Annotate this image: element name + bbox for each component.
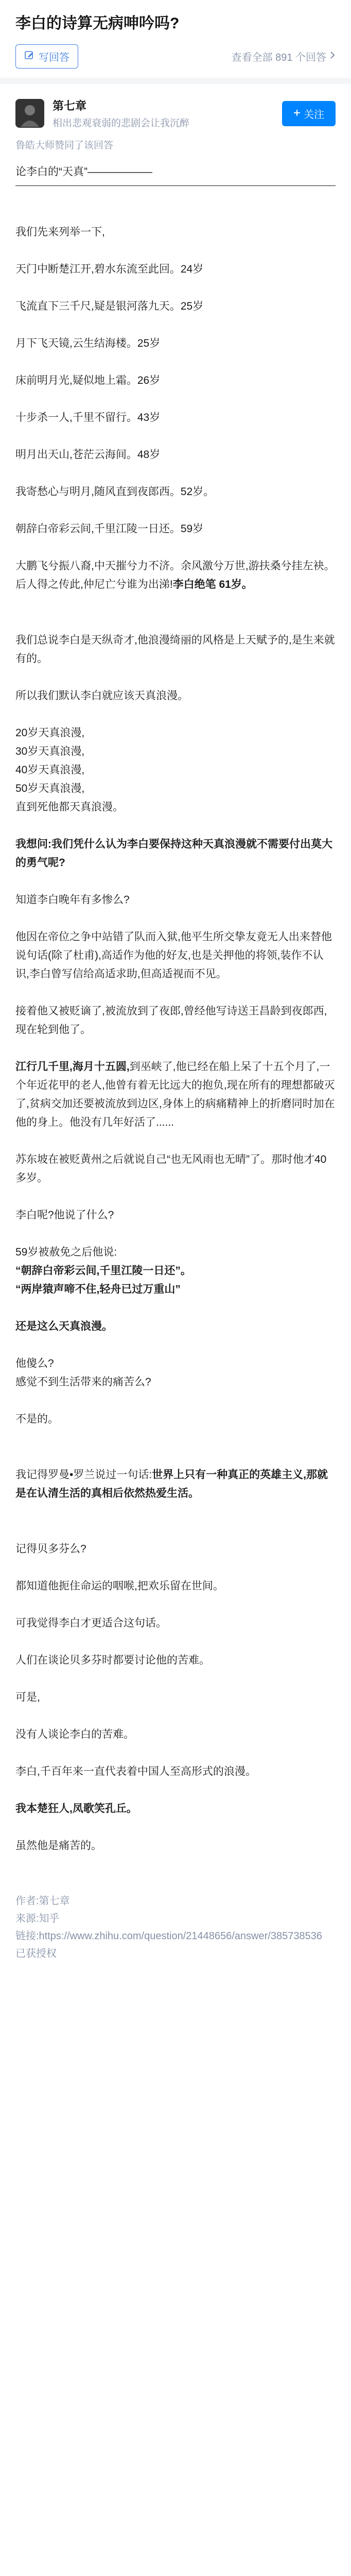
paragraph-spacer <box>15 1874 336 1892</box>
plus-icon <box>293 108 301 120</box>
paragraph-text: 没有人谈论李白的苦难。 <box>15 1728 134 1740</box>
paragraph-spacer <box>15 1558 336 1577</box>
answer-paragraph <box>15 1614 336 1633</box>
paragraph-spacer <box>15 1132 336 1150</box>
answer-footer <box>0 1892 351 1962</box>
paragraph-spacer <box>15 1299 336 1317</box>
paragraph-text: 明月出天山,苍茫云海间。48岁 <box>15 449 161 461</box>
answer-paragraph <box>15 557 336 594</box>
paragraph-text: 可是, <box>15 1691 40 1703</box>
paragraph-spacer <box>15 279 336 297</box>
paragraph-spacer <box>15 613 336 631</box>
answer-author <box>0 84 351 133</box>
answer-paragraph <box>15 1762 336 1781</box>
answer-paragraph <box>15 520 336 538</box>
paragraph-spacer <box>15 242 336 260</box>
answer-paragraph <box>15 371 336 390</box>
answer-paragraph <box>15 1837 336 1855</box>
paragraph-spacer <box>15 1855 336 1874</box>
paragraph-spacer <box>15 1818 336 1837</box>
answer-paragraph <box>15 1410 336 1429</box>
paragraph-text: 到巫峡了,他已经在船上呆了十五个月了,一个年近花甲的老人,他曾有着无比远大的抱负,现在所有的理想都破灭了,贫病交加还要被流放到边区,身体上的病痛精神上的折磨同时加在他的身上。他没有几年好活了...... <box>15 1061 335 1128</box>
paragraph-spacer <box>15 427 336 446</box>
answer-paragraph <box>15 1540 336 1558</box>
paragraph-text: 苏东坡在被贬黄州之后就说自己“也无风雨也无晴”了。那时他才40多岁。 <box>15 1154 327 1184</box>
paragraph-text: 50岁天真浪漫, <box>15 783 85 794</box>
answer-paragraph <box>15 223 336 242</box>
answer-paragraph <box>15 687 336 705</box>
paragraph-spacer <box>15 353 336 371</box>
answer-paragraph <box>15 163 336 186</box>
chevron-right-icon <box>329 50 336 62</box>
answer-paragraph <box>15 1243 336 1299</box>
question-action-bar <box>0 44 351 84</box>
answer-paragraph <box>15 483 336 501</box>
answer-paragraph <box>15 891 336 909</box>
paragraph-text: 人们在谈论贝多芬时都要讨论他的苦难。 <box>15 1654 210 1666</box>
paragraph-text: 我记得罗曼•罗兰说过一句话: <box>15 1469 152 1481</box>
paragraph-text: 20岁天真浪漫, <box>15 727 85 739</box>
footer-link[interactable]: 链接:https://www.zhihu.com/question/21448656/answer/385738536 <box>15 1930 322 1942</box>
answer-paragraph <box>15 1002 336 1039</box>
answer-paragraph <box>15 1725 336 1744</box>
answer-paragraph <box>15 1466 336 1503</box>
answer-paragraph <box>15 1058 336 1132</box>
paragraph-text: 天门中断楚江开,碧水东流至此回。24岁 <box>15 263 204 275</box>
paragraph-spacer <box>15 501 336 520</box>
paragraph-text: “两岸猿声啼不住,轻舟已过万重山” <box>15 1283 181 1295</box>
paragraph-text: 虽然他是痛苦的。 <box>15 1840 102 1852</box>
paragraph-text: 我们先来列举一下, <box>15 226 105 238</box>
answer-paragraph <box>15 1150 336 1188</box>
paragraph-spacer <box>15 538 336 557</box>
paragraph-text: 李白绝笔 61岁。 <box>172 579 253 590</box>
answer-paragraph <box>15 334 336 353</box>
paragraph-text: 李白呢?他说了什么? <box>15 1209 114 1221</box>
paragraph-text: 59岁被赦免之后他说: <box>15 1246 117 1258</box>
paragraph-spacer <box>15 1670 336 1688</box>
liked-by-note: 鲁皓大师赞同了该回答 <box>15 140 114 151</box>
answer-paragraph <box>15 631 336 668</box>
paragraph-text: 感觉不到生活带来的痛苦么? <box>15 1376 151 1388</box>
paragraph-text: “朝辞白帝彩云间,千里江陵一日还”。 <box>15 1265 191 1277</box>
paragraph-text: 十步杀一人,千里不留行。43岁 <box>15 412 161 423</box>
paragraph-text: 还是这么天真浪漫。 <box>15 1320 113 1332</box>
paragraph-spacer <box>15 1633 336 1651</box>
footer-source: 来源:知乎 <box>15 1913 60 1924</box>
question-title[interactable]: 李白的诗算无病呻吟吗? <box>15 15 180 32</box>
paragraph-text: 江行几千里,海月十五圆, <box>15 1061 130 1073</box>
author-name[interactable]: 第七章 <box>52 99 87 112</box>
write-answer-label: 写回答 <box>39 52 69 63</box>
answer-paragraph <box>15 1577 336 1596</box>
paragraph-text: 40岁天真浪漫, <box>15 764 85 776</box>
paragraph-spacer <box>15 1429 336 1447</box>
follow-button[interactable] <box>282 101 336 126</box>
paragraph-text: 飞流直下三千尺,疑是银河落九天。25岁 <box>15 300 204 312</box>
paragraph-text: 月下飞天镜,云生结海楼。25岁 <box>15 337 161 349</box>
paragraph-text: 接着他又被贬谪了,被流放到了夜郎,曾经他写诗送王昌龄到夜郎西,现在轮到他了。 <box>15 1005 327 1036</box>
paragraph-spacer <box>15 872 336 891</box>
paragraph-text: 我本楚狂人,凤歌笑孔丘。 <box>15 1803 137 1815</box>
paragraph-spacer <box>15 390 336 409</box>
paragraph-spacer <box>15 1336 336 1354</box>
paragraph-text: 知道李白晚年有多惨么? <box>15 894 130 906</box>
paragraph-spacer <box>15 1447 336 1466</box>
paragraph-spacer <box>15 1039 336 1058</box>
paragraph-spacer <box>15 186 336 205</box>
paragraph-text: 30岁天真浪漫, <box>15 745 85 757</box>
paragraph-spacer <box>15 464 336 483</box>
paragraph-spacer <box>15 1392 336 1410</box>
answer-paragraph <box>15 1206 336 1225</box>
answer-paragraph <box>15 724 336 817</box>
answer-paragraph <box>15 928 336 984</box>
author-bio: 相出悲观衰弱的悲剧会让我沉醉 <box>52 118 190 129</box>
paragraph-spacer <box>15 1521 336 1540</box>
paragraph-text: 我想问:我们凭什么认为李白要保持这种天真浪漫就不需要付出莫大的勇气呢? <box>15 838 332 869</box>
paragraph-text: 他因在帝位之争中站错了队而入狱,他平生所交挚友竟无人出来替他说句话(除了杜甫),高适作为他的好友,也是关押他的将领,装作不认识,李白曾写信给高适求助,但高适视而不见。 <box>15 931 332 980</box>
paragraph-text: 所以我们默认李白就应该天真浪漫。 <box>15 690 188 702</box>
paragraph-spacer <box>15 984 336 1002</box>
answer-content <box>0 163 351 1892</box>
paragraph-text: 他傻么? <box>15 1358 54 1369</box>
paragraph-spacer <box>15 316 336 334</box>
paragraph-spacer <box>15 1707 336 1725</box>
follow-label: 关注 <box>304 109 324 121</box>
answer-paragraph <box>15 446 336 464</box>
answer-paragraph <box>15 1688 336 1707</box>
answer-paragraph <box>15 1317 336 1336</box>
answer-section-title: 论李白的“天真”—————— <box>15 163 336 186</box>
paragraph-spacer <box>15 1596 336 1614</box>
paragraph-spacer <box>15 1225 336 1243</box>
answer-paragraph <box>15 1651 336 1670</box>
paragraph-text: 我寄愁心与明月,随风直到夜郎西。52岁。 <box>15 486 215 498</box>
paragraph-spacer <box>15 205 336 223</box>
paragraph-spacer <box>15 1188 336 1206</box>
paragraph-text: 大鹏飞兮振八裔,中天摧兮力不济。余风激兮万世,游扶桑兮挂左袂。后人得之传此,仲尼亡兮谁为出涕! <box>15 560 335 590</box>
paragraph-text: 都知道他扼住命运的咽喉,把欢乐留在世间。 <box>15 1580 224 1592</box>
answer-paragraph <box>15 1354 336 1392</box>
footer-license: 已获授权 <box>15 1948 57 1959</box>
paragraph-text: 朝辞白帝彩云间,千里江陵一日还。59岁 <box>15 523 204 535</box>
paragraph-text: 直到死他都天真浪漫。 <box>15 801 124 813</box>
answer-paragraph <box>15 409 336 427</box>
answer-paragraph <box>15 835 336 872</box>
paragraph-text: 李白,千百年来一直代表着中国人至高形式的浪漫。 <box>15 1766 256 1777</box>
paragraph-text: 不是的。 <box>15 1413 59 1425</box>
author-info <box>52 97 282 129</box>
pencil-icon <box>24 50 34 63</box>
view-all-label: 查看全部 891 个回答 <box>231 52 326 63</box>
paragraph-spacer <box>15 668 336 687</box>
answer-paragraph <box>15 1800 336 1818</box>
paragraph-text: 记得贝多芬么? <box>15 1543 86 1555</box>
paragraph-spacer <box>15 705 336 724</box>
paragraph-text: 床前明月光,疑似地上霜。26岁 <box>15 375 161 386</box>
paragraph-spacer <box>15 1744 336 1762</box>
footer-author: 作者:第七章 <box>15 1895 70 1907</box>
paragraph-text: 可我觉得李白才更适合这句话。 <box>15 1617 167 1629</box>
paragraph-spacer <box>15 1503 336 1521</box>
answer-paragraph <box>15 297 336 316</box>
answer-paragraph <box>15 260 336 279</box>
question-header <box>0 0 351 44</box>
avatar[interactable] <box>15 99 44 128</box>
paragraph-spacer <box>15 1781 336 1800</box>
write-answer-button[interactable] <box>15 44 78 69</box>
paragraph-text: 我们总说李白是天纵奇才,他浪漫绮丽的风格是上天赋予的,是生来就有的。 <box>15 634 335 665</box>
paragraph-spacer <box>15 594 336 613</box>
paragraph-spacer <box>15 909 336 928</box>
view-all-answers-link[interactable] <box>232 49 336 64</box>
paragraph-text: 世界上只有一种真正的英雄主义,那就是在认清生活的真相后依然热爱生活。 <box>15 1469 328 1499</box>
paragraph-spacer <box>15 817 336 835</box>
